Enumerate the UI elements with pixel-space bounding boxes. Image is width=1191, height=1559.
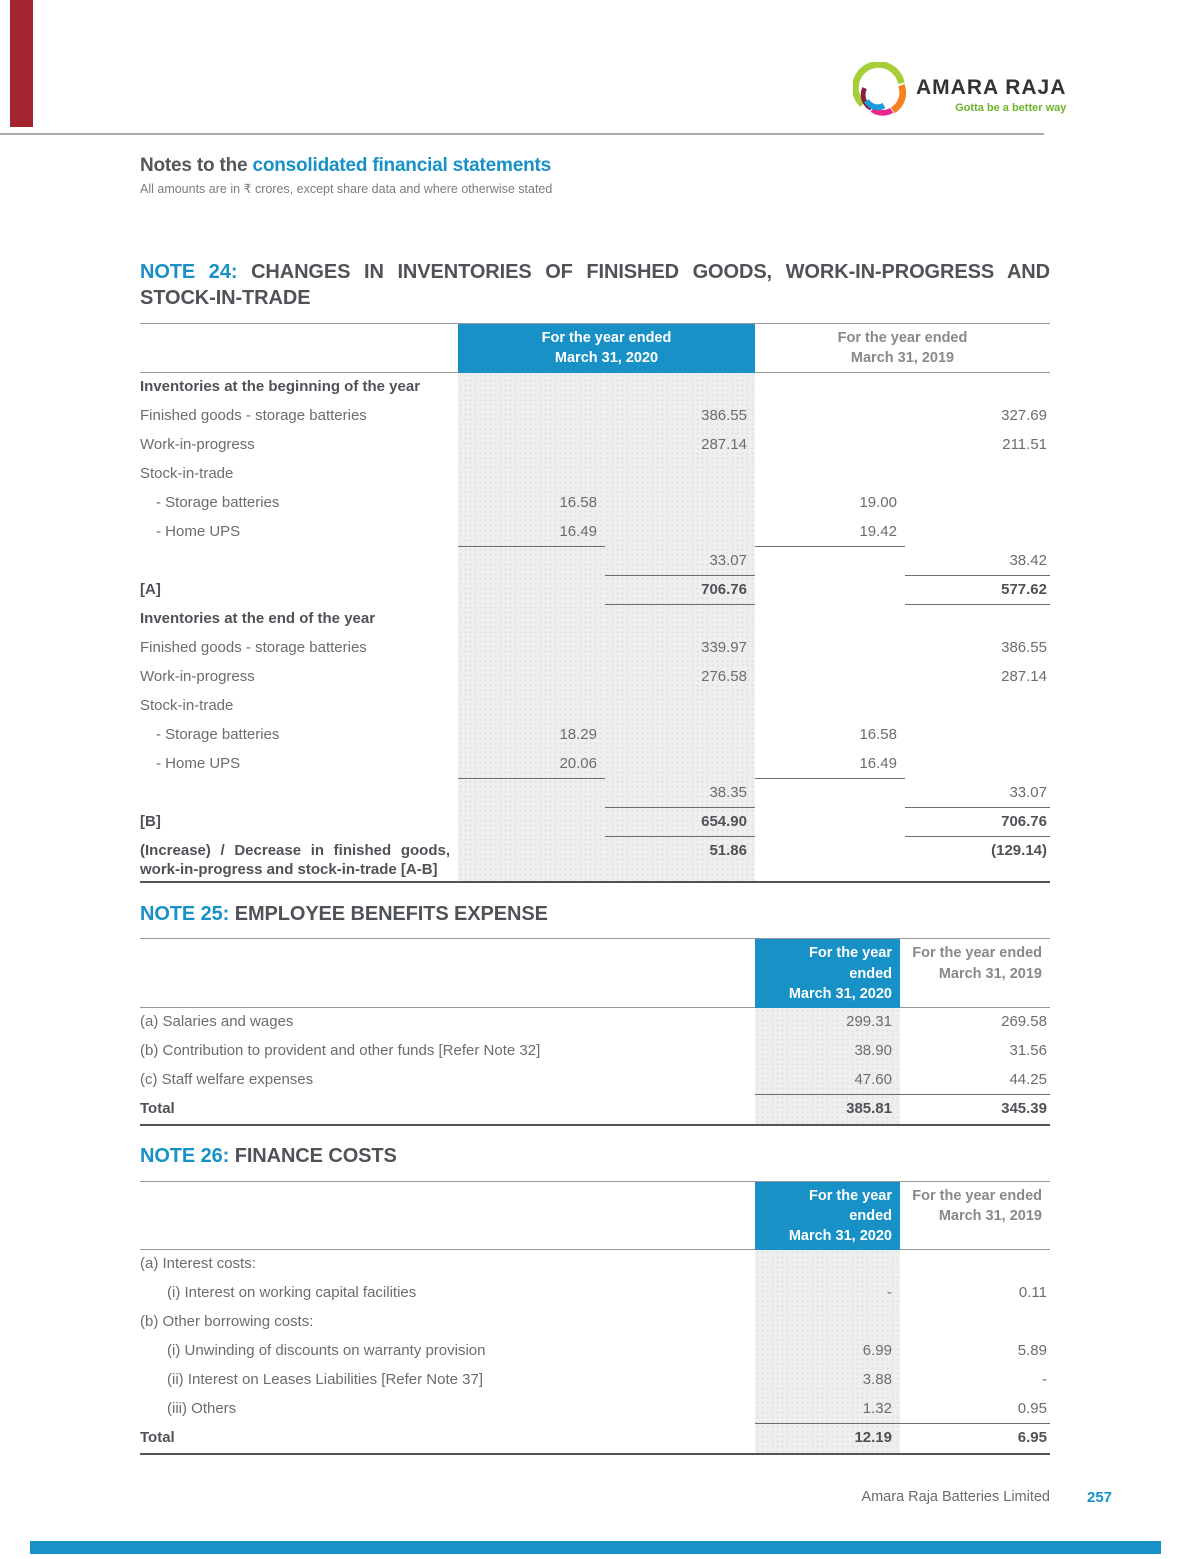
footer-company-name: Amara Raja Batteries Limited xyxy=(861,1489,1050,1505)
note-26-number: NOTE 26: xyxy=(140,1145,230,1168)
amounts-note: All amounts are in ₹ crores, except share data and where otherwise stated xyxy=(140,182,553,196)
row-label xyxy=(140,779,458,808)
value-cell xyxy=(905,518,1050,547)
value-cell xyxy=(605,605,755,634)
row-label: Work-in-progress xyxy=(140,668,255,686)
row-label: Finished goods - storage batteries xyxy=(140,639,367,657)
value-cell: 287.14 xyxy=(1001,668,1047,686)
note-25-number: NOTE 25: xyxy=(140,902,230,925)
value-cell xyxy=(605,692,755,721)
row-label: (c) Staff welfare expenses xyxy=(140,1071,314,1089)
column-header-2019-line: For the year ended xyxy=(912,945,1042,962)
value-cell xyxy=(458,576,605,605)
section-note-24 xyxy=(140,259,1050,883)
value-cell: 5.89 xyxy=(1017,1342,1047,1360)
value-cell xyxy=(458,808,605,837)
column-header-2020-line: For the year ended xyxy=(541,329,672,346)
column-header-2020 xyxy=(755,1181,900,1251)
column-header-2019-line: For the year ended xyxy=(837,329,968,346)
value-cell xyxy=(605,721,755,750)
value-cell xyxy=(458,663,605,692)
row-label: [B] xyxy=(140,813,161,831)
value-cell: 276.58 xyxy=(605,663,755,692)
value-cell: 287.14 xyxy=(605,431,755,460)
value-cell: 19.00 xyxy=(859,494,897,512)
header-spacer-cell xyxy=(140,938,755,1008)
value-cell: 31.56 xyxy=(1009,1042,1047,1060)
note-26-table xyxy=(140,1181,1050,1456)
note-26-table-mount xyxy=(140,1181,1050,1456)
value-cell: 339.97 xyxy=(605,634,755,663)
note-24-table-mount xyxy=(140,323,1050,883)
value-cell xyxy=(905,489,1050,518)
value-cell xyxy=(605,460,755,489)
header-spacer-cell xyxy=(140,323,458,374)
value-cell xyxy=(605,489,755,518)
value-cell: 16.58 xyxy=(859,726,897,744)
value-cell: 6.95 xyxy=(1017,1429,1047,1447)
column-header-2020-line: March 31, 2020 xyxy=(554,350,659,367)
column-header-2020-line: March 31, 2020 xyxy=(788,985,892,1002)
column-header-2019 xyxy=(755,323,1050,374)
column-header-2020-line: March 31, 2020 xyxy=(788,1228,892,1245)
value-cell: 654.90 xyxy=(605,808,755,837)
value-cell: 38.42 xyxy=(905,547,1050,576)
column-header-2019 xyxy=(900,938,1050,1008)
value-cell: 386.55 xyxy=(605,402,755,431)
value-cell xyxy=(900,1308,1050,1337)
value-cell: 0.11 xyxy=(1018,1284,1047,1302)
value-cell: 33.07 xyxy=(605,547,755,576)
value-cell xyxy=(458,402,605,431)
value-cell xyxy=(605,373,755,402)
section-note-26 xyxy=(140,1143,1050,1455)
value-cell xyxy=(905,721,1050,750)
content-area xyxy=(140,155,1050,1455)
value-cell xyxy=(755,692,905,721)
note-25-title: EMPLOYEE BENEFITS EXPENSE xyxy=(234,902,548,925)
row-label: Total xyxy=(140,1429,175,1447)
value-cell: 706.76 xyxy=(905,808,1050,837)
value-cell: 385.81 xyxy=(755,1095,900,1124)
value-cell xyxy=(905,373,1050,402)
brand-name: AMARA RAJA xyxy=(916,76,1067,99)
row-label: - Storage batteries xyxy=(156,726,280,744)
value-cell: 386.55 xyxy=(1001,639,1047,657)
note-26-heading xyxy=(140,1143,1050,1169)
value-cell: 1.32 xyxy=(755,1395,900,1424)
value-cell: 211.51 xyxy=(1002,436,1047,454)
value-cell xyxy=(458,634,605,663)
column-header-2019 xyxy=(900,1181,1050,1251)
note-24-number: NOTE 24: xyxy=(140,261,238,283)
value-cell xyxy=(458,431,605,460)
value-cell xyxy=(755,837,905,881)
page-title xyxy=(140,155,1050,177)
header-divider xyxy=(0,133,1044,135)
note-25-table xyxy=(140,938,1050,1126)
value-cell xyxy=(755,402,905,431)
value-cell xyxy=(755,373,905,402)
row-label: (a) Interest costs: xyxy=(140,1255,256,1273)
value-cell: 38.35 xyxy=(605,779,755,808)
value-cell: 38.90 xyxy=(755,1037,900,1066)
value-cell: 44.25 xyxy=(900,1066,1050,1095)
row-label: Finished goods - storage batteries xyxy=(140,407,367,425)
row-label: (a) Salaries and wages xyxy=(140,1013,294,1031)
row-label: (i) Unwinding of discounts on warranty provision xyxy=(167,1342,486,1360)
footer-page-number: 257 xyxy=(1087,1489,1113,1506)
note-24-title: CHANGES IN INVENTORIES OF FINISHED GOODS, WORK-IN-PROGRESS AND STOCK-IN-TRADE xyxy=(140,261,1050,310)
value-cell: 269.58 xyxy=(1001,1013,1047,1031)
column-header-2020-line: For the year ended xyxy=(809,1187,892,1224)
value-cell: 299.31 xyxy=(755,1008,900,1037)
row-label: (iii) Others xyxy=(167,1400,237,1418)
row-label xyxy=(140,547,458,576)
value-cell xyxy=(755,431,905,460)
value-cell: 577.62 xyxy=(905,576,1050,605)
row-label: Total xyxy=(140,1100,175,1118)
value-cell: 47.60 xyxy=(755,1066,900,1095)
value-cell: 16.49 xyxy=(755,750,905,779)
value-cell: 0.95 xyxy=(900,1395,1050,1424)
note-24-table xyxy=(140,323,1050,883)
value-cell xyxy=(755,547,905,576)
value-cell xyxy=(458,460,605,489)
column-header-2019-line: March 31, 2019 xyxy=(938,965,1042,982)
column-header-2019-line: March 31, 2019 xyxy=(938,1207,1042,1224)
value-cell: 19.42 xyxy=(755,518,905,547)
value-cell xyxy=(755,634,905,663)
value-cell xyxy=(458,837,605,881)
brand-tagline: Gotta be a better way xyxy=(955,102,1067,114)
value-cell: 706.76 xyxy=(605,576,755,605)
row-label: (b) Contribution to provident and other funds [Refer Note 32] xyxy=(140,1042,541,1060)
value-cell xyxy=(900,1250,1050,1279)
column-header-2020-line: For the year ended xyxy=(809,945,892,982)
value-cell xyxy=(605,518,755,547)
value-cell xyxy=(905,750,1050,779)
value-cell xyxy=(905,460,1050,489)
note-25-heading xyxy=(140,901,1050,927)
value-cell: 3.88 xyxy=(755,1366,900,1395)
row-label: [A] xyxy=(140,581,161,599)
value-cell xyxy=(905,605,1050,634)
value-cell xyxy=(458,605,605,634)
value-cell xyxy=(755,605,905,634)
value-cell: - xyxy=(1042,1371,1047,1389)
value-cell xyxy=(755,1250,900,1279)
page-edge-tab xyxy=(10,0,33,127)
value-cell: 345.39 xyxy=(1001,1100,1047,1118)
value-cell: - xyxy=(755,1279,900,1308)
value-cell xyxy=(458,779,605,808)
row-label: (Increase) / Decrease in finished goods, work-in-progress and stock-in-trade [A-B] xyxy=(140,842,450,879)
row-label: (ii) Interest on Leases Liabilities [Refer Note 37] xyxy=(167,1371,483,1389)
value-cell: 327.69 xyxy=(1001,407,1047,425)
note-24-heading xyxy=(140,259,1050,312)
value-cell xyxy=(755,808,905,837)
row-label: (i) Interest on working capital facilities xyxy=(167,1284,417,1302)
row-label: Stock-in-trade xyxy=(140,697,234,715)
company-logo xyxy=(853,62,1066,120)
value-cell: 33.07 xyxy=(905,779,1050,808)
value-cell: 16.58 xyxy=(458,489,605,518)
value-cell xyxy=(755,663,905,692)
row-label: - Storage batteries xyxy=(156,494,280,512)
logo-swirl-icon xyxy=(853,62,911,120)
row-label: - Home UPS xyxy=(156,755,241,773)
value-cell: 16.49 xyxy=(458,518,605,547)
value-cell xyxy=(458,692,605,721)
column-header-2020 xyxy=(458,323,755,374)
section-note-25 xyxy=(140,901,1050,1126)
value-cell xyxy=(458,373,605,402)
value-cell xyxy=(755,576,905,605)
logo-text-block xyxy=(916,76,1066,114)
value-cell: 18.29 xyxy=(458,721,605,750)
value-cell xyxy=(458,547,605,576)
header-spacer-cell xyxy=(140,1181,755,1251)
value-cell xyxy=(755,1308,900,1337)
note-25-table-mount xyxy=(140,938,1050,1126)
page-title-prefix: Notes to the xyxy=(140,155,253,176)
row-label: Inventories at the end of the year xyxy=(140,610,376,628)
column-header-2019-line: March 31, 2019 xyxy=(850,350,955,367)
value-cell xyxy=(755,779,905,808)
value-cell: (129.14) xyxy=(991,842,1047,860)
value-cell xyxy=(905,692,1050,721)
row-label: Work-in-progress xyxy=(140,436,255,454)
value-cell xyxy=(605,750,755,779)
row-label: - Home UPS xyxy=(156,523,241,541)
value-cell: 6.99 xyxy=(755,1337,900,1366)
value-cell: 51.86 xyxy=(605,837,755,881)
value-cell xyxy=(755,460,905,489)
row-label: Stock-in-trade xyxy=(140,465,234,483)
value-cell: 20.06 xyxy=(458,750,605,779)
row-label: Inventories at the beginning of the year xyxy=(140,378,421,396)
row-label: (b) Other borrowing costs: xyxy=(140,1313,314,1331)
note-26-title: FINANCE COSTS xyxy=(234,1145,397,1168)
column-header-2020 xyxy=(755,938,900,1008)
footer-accent-bar xyxy=(30,1541,1161,1554)
value-cell: 12.19 xyxy=(755,1424,900,1453)
page-title-highlight: consolidated financial statements xyxy=(252,155,552,176)
column-header-2019-line: For the year ended xyxy=(912,1187,1042,1204)
